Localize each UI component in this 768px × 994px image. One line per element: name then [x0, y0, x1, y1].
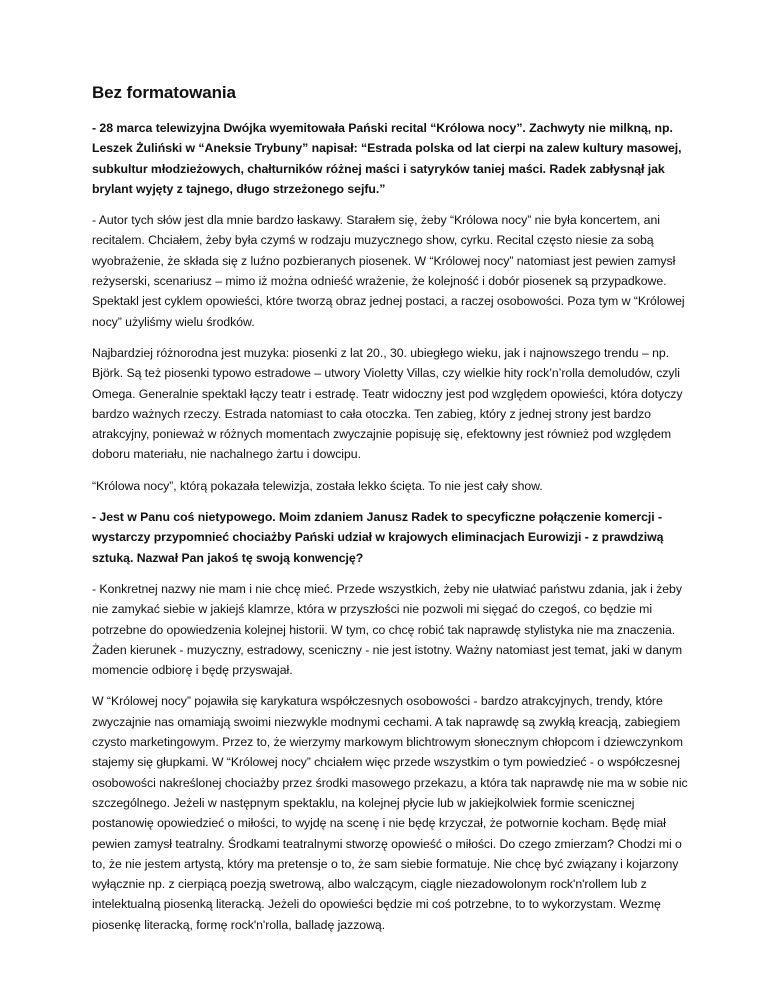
interview-answer-1-cont: Najbardziej różnorodna jest muzyka: piosenki z lat 20., 30. ubiegłego wieku, jak i najnowszego trendu – np. Björk. Są też piosenki typowo estradowe – utwory Violetty Villas, czy wielkie hity rock’n’rolla demoludów, czyli Omega. Generalnie spektakl łączy teatr i estradę. Teatr widoczny jest pod względem opowieści, która dotyczy bardzo ważnych rzeczy. Estrada natomiast to cała otoczka. Ten zabieg, który z jednej strony jest bardzo atrakcyjny, ponieważ w różnych momentach zwyczajnie popisuję się, efektowny jest również pod względem doboru materiału, nie nachalnego żartu i dowcipu.: [92, 345, 683, 462]
interview-question-1: - 28 marca telewizyjna Dwójka wyemitowała Pański recital “Królowa nocy”. Zachwyty nie milkną, np. Leszek Żuliński w “Aneksie Trybuny” napisał: “Estrada polska od lat cierpi na zalew kultury masowej, subkultur młodzieżowych, chałturników różnej maści i satyryków taniej maści. Radek zabłysnął jak brylant wyjęty z tajnego, długo strzeżonego sejfu.”: [92, 121, 682, 196]
interview-answer-2-cont: W “Królowej nocy” pojawiła się karykatura współczesnych osobowości - bardzo atrakcyjnych, trendy, które zwyczajnie nas omamiają swoimi niezwykle modnymi cechami. A tak naprawdę są zwykłą kreacją, zabiegiem czysto marketingowym. Przez to, że wierzymy markowym blichtrowym słonecznym chłopcom i dziewczynkom stajemy się głupkami. W “Królowej nocy” chciałem więc przede wszystkim o tym powiedzieć - o współczesnej osobowości nakreślonej chociażby przez środki masowego przekazu, a która tak naprawdę nie ma w sobie nic szczególnego. Jeżeli w następnym spektaklu, na kolejnej płycie lub w jakiejkolwiek formie scenicznej postanowię opowiedzieć o miłości, to wyjdę na scenę i nie będę krzyczał, że potwornie kocham. Będę miał pewien zamysł teatralny. Środkami teatralnymi stworzę opowieść o miłości. Do czego zmierzam? Chodzi mi o to, że nie jestem artystą, który ma pretensje o to, że sam siebie formatuje. Nie chcę być związany i kojarzony wyłącznie np. z cierpiącą poezją swetrową, albo walczącym, ciągle niezadowolonym rock'n'rollem lub z intelektualną piosenką literacką. Jeżeli do opowieści będzie mi coś potrzebne, to to wykorzystam. Wezmę piosenkę literacką, formę rock'n'rolla, balladę jazzową.: [92, 694, 688, 932]
interview-question-2: - Jest w Panu coś nietypowego. Moim zdaniem Janusz Radek to specyficzne połączenie komercji - wystarczy przypomnieć chociażby Pański udział w krajowych eliminacjach Eurowizji - z prawdziwą sztuką. Nazwał Pan jakoś tę swoją konwencję?: [92, 510, 664, 565]
document-page: [92, 82, 692, 946]
document-title: Bez formatowania: [92, 83, 236, 102]
interview-answer-1: - Autor tych słów jest dla mnie bardzo łaskawy. Starałem się, żeby “Królowa nocy” nie była koncertem, ani recitalem. Chciałem, żeby była czymś w rodzaju muzycznego show, cyrku. Recital często niesie za sobą wyobrażenie, że składa się z luźno pozbieranych piosenek. W “Królowej nocy” natomiast jest pewien zamysł reżyserski, scenariusz – mimo iż można odnieść wrażenie, że kolejność i dobór piosenek są przypadkowe. Spektakl jest cyklem opowieści, które tworzą obraz jednej postaci, a raczej osobowości. Poza tym w “Królowej nocy” użyliśmy wielu środków.: [92, 213, 685, 329]
interview-answer-2: - Konkretnej nazwy nie mam i nie chcę mieć. Przede wszystkich, żeby nie ułatwiać państwu zdania, jak i żeby nie zamykać siebie w jakiejś klamrze, która w przyszłości nie pozwoli mi sięgać do czegoś, co będzie mi potrzebne do opowiedzenia kolejnej historii. W tym, co chcę robić tak naprawdę stylistyka nie ma znaczenia. Żaden kierunek - muzyczny, estradowy, sceniczny - nie jest istotny. Ważny natomiast jest temat, jaki w danym momencie odbiorę i będę przyswajał.: [92, 581, 683, 678]
interview-answer-1-note: “Królowa nocy”, którą pokazała telewizja, została lekko ścięta. To nie jest cały show.: [92, 478, 543, 493]
